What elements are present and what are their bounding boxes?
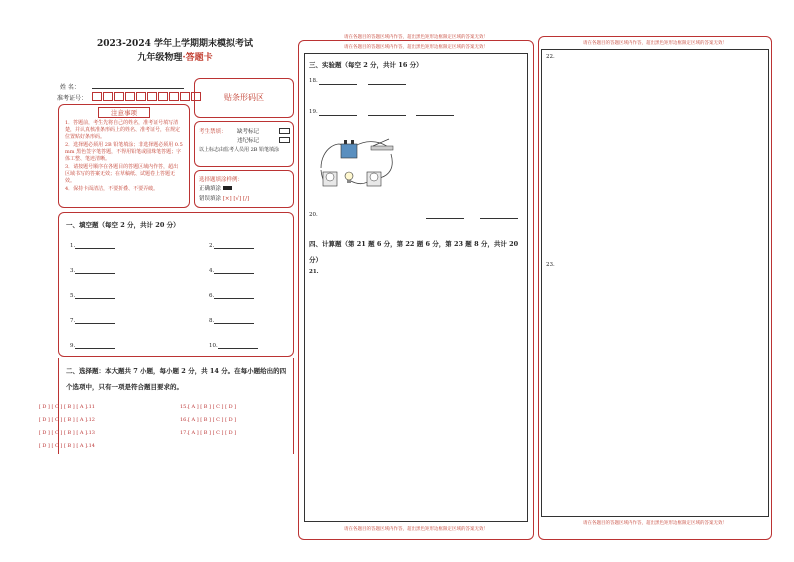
q19-blank-3[interactable] [416,115,454,116]
q18-blank-1[interactable] [319,84,357,85]
exam-status-note: 以上标志由监考人员用 2B 铅笔填涂 [199,147,280,153]
mc-question-row[interactable]: 17.[ A ] [ B ] [ C ] [ D ] [180,430,237,436]
mc-question-row[interactable]: 13.[ A ] [ B ] [ C ] [ D ] [38,430,95,436]
fill-blank-number: 5. [70,293,76,299]
violation-mark-label: 违纪标记 [237,138,260,144]
fill-blank-number: 8. [209,318,215,324]
barcode-area [194,78,294,118]
top-notice-right: 请在各题目的答题区域内作答，超出黑色矩形边框限定区域的答案无效！ [583,41,727,46]
mc-question-row[interactable]: 14.[ A ] [ B ] [ C ] [ D ] [38,443,95,449]
missing-mark-label: 缺考标记 [237,129,260,135]
mc-question-row[interactable]: 15.[ A ] [ B ] [ C ] [ D ] [180,404,237,410]
notes-item: 4．保持卡面清洁，不要折叠、不要弄破。 [65,186,159,192]
notes-list [59,118,189,196]
fill-blank-item [70,242,115,249]
id-digit-box[interactable] [103,92,113,101]
id-boxes[interactable] [92,92,202,100]
correct-fill [199,184,232,192]
fill-blank-line[interactable] [214,267,254,274]
id-digit-box[interactable] [147,92,157,101]
fill-blank-line[interactable] [75,242,115,249]
fill-blank-item [209,317,254,324]
name-line [92,88,184,89]
subtitle-main: 九年级物理 [137,53,183,63]
fill-blank-number: 6. [209,293,215,299]
fill-blank-number: 1. [70,243,76,249]
fill-blank-number: 9. [70,343,76,349]
wrong-fill [199,194,249,202]
id-digit-box[interactable] [92,92,102,101]
top-notice-1: 请在各题目的答题区域内作答，超出黑色矩形边框限定区域的答案无效！ [344,35,488,40]
right-answer-frame [541,49,769,517]
exam-subtitle [80,50,270,63]
mc-question-row[interactable]: 11.[ A ] [ B ] [ C ] [ D ] [38,404,95,410]
id-digit-box[interactable] [114,92,124,101]
mc-question-row[interactable]: 16.[ A ] [ B ] [ C ] [ D ] [180,417,237,423]
section-2-title: 二、选择题：本大题共 7 小题，每小题 2 分，共 14 分。在每小题给出的四个选项中，只有一项是符合题目要求的。 [66,367,287,391]
q20-blank-1[interactable] [426,218,464,219]
mc-right-column [180,404,236,443]
fill-blank-item [209,242,254,249]
fill-blank-item [209,342,258,349]
fill-blank-number: 3. [70,268,76,274]
fill-blank-line[interactable] [75,317,115,324]
barcode-label: 贴条形码区 [224,93,264,102]
name-label: 姓 名： [60,84,80,91]
correct-fill-mark [223,186,232,190]
top-notice-2: 请在各题目的答题区域内作答，超出黑色矩形边框限定区域的答案无效！ [344,45,488,50]
fill-blank-number: 10. [209,343,218,349]
voltmeter-icon [367,172,381,186]
q23-label: 23. [546,262,555,268]
fill-blank-item [209,267,254,274]
fill-blank-item [70,267,115,274]
circuit-diagram [309,128,405,208]
id-digit-box[interactable] [169,92,179,101]
exam-status-label: 考生禁填： [199,129,227,135]
q20-blank-2[interactable] [480,218,518,219]
notes-box [58,104,190,208]
fill-blank-line[interactable] [218,342,258,349]
q18-blank-2[interactable] [368,84,406,85]
fill-blank-number: 7. [70,318,76,324]
fill-blank-item [70,342,115,349]
fill-blank-line[interactable] [214,292,254,299]
id-digit-box[interactable] [180,92,190,101]
id-digit-box[interactable] [136,92,146,101]
bottom-notice-middle: 请在各题目的答题区域内作答，超出黑色矩形边框限定区域的答案无效！ [344,527,488,532]
answer-area-frame [304,53,528,522]
correct-fill-label: 正确填涂 [199,186,222,192]
switch-icon [371,139,393,150]
id-label: 准考证号： [57,95,88,102]
fill-blank-number: 2. [209,243,215,249]
q22-label: 22. [546,54,555,60]
notes-item: 2．选择题必须用 2B 铅笔填涂；非选择题必须用 0.5 mm 黑色签字笔答题，不得用铅笔或圆珠笔答题；字体工整、笔迹清晰。 [65,142,183,162]
fill-blank-line[interactable] [75,342,115,349]
ammeter-icon [323,172,337,186]
section-1-title: 一、填空题（每空 2 分，共计 20 分） [66,221,180,229]
fill-blank-item [70,317,115,324]
fill-blank-line[interactable] [75,292,115,299]
q18-label: 18. [309,78,318,84]
battery-box-icon [341,140,357,158]
subtitle-tag: ·答题卡 [182,53,213,63]
mc-left-column [38,404,95,456]
q21-label: 21. [309,269,319,275]
mc-question-row[interactable]: 12.[ A ] [ B ] [ C ] [ D ] [38,417,95,423]
fill-blank-item [209,292,254,299]
notes-title: 注意事项 [98,107,150,118]
section-multiple-choice [38,358,294,454]
q19-blank-1[interactable] [319,115,357,116]
wrong-fill-label: 错误填涂 [199,196,222,202]
q20-label: 20. [309,212,318,218]
section-3-title: 三、实验题（每空 2 分，共计 16 分） [309,61,423,69]
q19-blank-2[interactable] [368,115,406,116]
section-fill-blank [58,212,294,357]
fill-example-title: 选择题填涂样例： [199,177,244,183]
section-4-title: 四、计算题（第 21 题 6 分，第 22 题 6 分，第 23 题 8 分，共计 20 分） [309,240,519,264]
fill-blank-line[interactable] [75,267,115,274]
violation-mark-box[interactable] [279,137,290,143]
bottom-notice-right: 请在各题目的答题区域内作答，超出黑色矩形边框限定区域的答案无效！ [583,521,727,526]
wrong-fill-marks: [×] [√] [/] [222,196,250,202]
id-digit-box[interactable] [158,92,168,101]
fill-blank-item [70,292,115,299]
missing-mark-box[interactable] [279,128,290,134]
fill-example-box [194,170,294,208]
notes-item: 1．答题前，考生先将自己的姓名，准考证号填写清楚，并认真核准条形码上的姓名、准考证号，在规定位置贴好条形码。 [65,120,181,140]
exam-title: 2023-2024 学年上学期期末模拟考试 [97,39,253,49]
notes-item: 3．请按题号顺序在各题目的答题区域内作答，超出区域书写的答案无效；在草稿纸、试题卷上答题无效。 [65,164,179,184]
q19-label: 19. [309,109,318,115]
id-digit-box[interactable] [125,92,135,101]
exam-status-box [194,121,294,167]
fill-blank-number: 4. [209,268,215,274]
fill-blank-line[interactable] [214,242,254,249]
fill-blank-line[interactable] [214,317,254,324]
